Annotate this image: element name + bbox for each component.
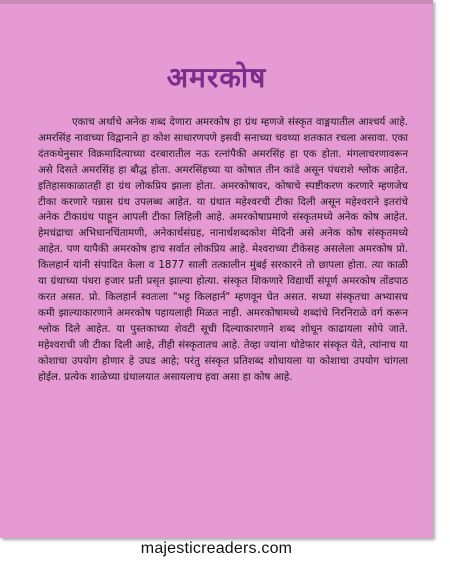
top-border (0, 0, 433, 4)
page-title: अमरकोष (166, 61, 267, 94)
website-watermark: majesticreaders.com (140, 540, 293, 557)
description-paragraph: एकाच अर्थाचे अनेक शब्द देणारा अमरकोष हा ग्रंथ म्हणजे संस्कृत वाङ्मयातील आश्चर्य आहे. अमरसिंह नावाच्या विद्वानाने हा कोश साधारणपणे इसवी सनाच्या चवथ्या शतकात रचला असावा. एका दंतकथेनुसार विक्रमादित्याच्या दरबारातील नऊ रत्नांपैकी अमरसिंह हा एक होता. मंगलाचरणावरून असे दिसते अमरसिंह हा बौद्ध होता. अमरसिंहच्या या कोषात तीन कांडे असून पंधराशे श्लोक आहेत. इतिहासकाळातही हा ग्रंथ लोकप्रिय झाला होता. अमरकोषावर, कोषाचे स्पष्टीकरण करणारे म्हणजेच टीका करणारे पन्नास ग्रंथ उपलब्ध आहेत. या ग्रंथात महेश्वरची टीका दिली असून महेश्वराने इतरांचे अनेक टीकाग्रंथ पाहून आपली टीका लिहिली आहे. अमरकोषाप्रमाणे संस्कृतमध्ये अनेक कोष आहेत. हेमचंद्राचा अभिधानचिंतामणी, अनेकार्थसंग्रह, नानार्थशब्दकोश मेदिनी असे अनेक कोष संस्कृतमध्ये आहेत. पण यापैकी अमरकोष हाच सर्वात लोकप्रिय आहे. मेश्वराच्या टीकेसह असलेला अमरकोष प्रो. किलहार्न यांनी संपादित केला व 1877 साली तत्कालीन मुंबई सरकारने तो छापला होता. त्या काळी या ग्रंथाच्या पंधरा हजार प्रती प्रसृत झाल्या होत्या. संस्कृत शिकणारे विद्यार्थी संपूर्ण अमरकोष तोंडपाठ करत असत. प्रो. किलहार्न स्वतःला "भट्ट किलहार्न" म्हणवून घेत असत. सध्या संस्कृतचा अभ्यासच कमी झाल्याकारणाने अमरकोष पहायलाही मिळत नाही. अमरकोषामध्ये शब्दांचे निरनिराळे वर्ग करून श्लोक दिले आहेत. या पुस्तकाच्या शेवटी सूची दिल्याकारणाने शब्द शोधून काढायला सोपे जाते. महेश्वराची जी टीका दिली आहे, तीही संस्कृतातच आहे. तेव्हा ज्यांना थोडेफार संस्कृत येते, त्यांनाच या कोशाचा उपयोग होणार हे उघड आहे; परंतु संस्कृत प्रतिशब्द शोधायला या कोशाचा उपयोग चांगला होईल. प्रत्येक शाळेच्या ग्रंथालयात असायलाच हवा असा हा कोष आहे. (38, 117, 408, 383)
